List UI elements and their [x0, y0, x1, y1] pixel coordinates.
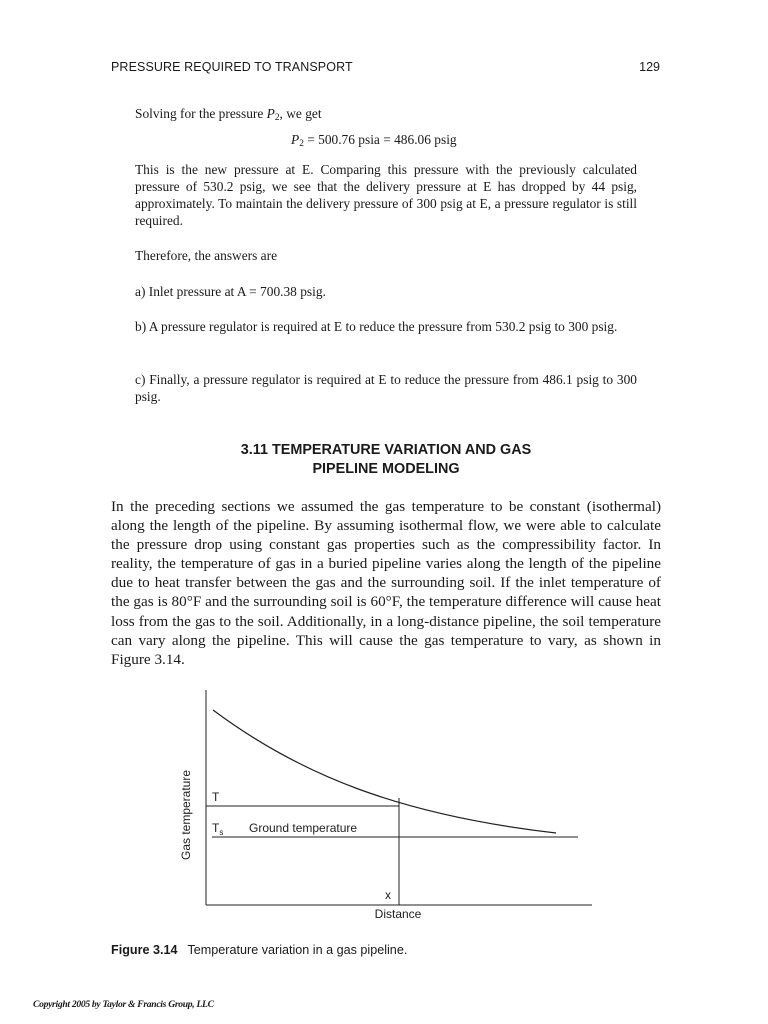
solve-var: P — [266, 106, 275, 121]
body-paragraph: In the preceding sections we assumed the gas temperature to be constant (isothermal) along the length of the pipeline. By assuming isothermal flow, we were able to calculate the pressure drop using constant gas properties such as the compressibility factor. In reality, the temperature of gas in a buried pipeline varies along the length of the pipeline due to heat transfer between the gas and the surrounding soil. If the inlet temperature of the gas is 80°F and the surrounding soil is 60°F, the temperature difference will cause heat loss from the gas to the soil. Additionally, in a long-distance pipeline, the soil temperature can vary along the pipeline. This will cause the gas temperature to vary, as shown in Figure 3.14. — [111, 498, 661, 668]
ts-label-sub: s — [219, 828, 224, 837]
answer-a: a) Inlet pressure at A = 700.38 psig. — [135, 284, 326, 299]
new-pressure-paragraph: This is the new pressure at E. Comparing this pressure with the previously calculated pressure of 530.2 psig, we see that the delivery pressure at E has dropped by 44 psig, approximately. To maintain the delivery pressure of 300 psig at E, a pressure regulator is still required. — [135, 162, 637, 228]
x-axis-label: Distance — [374, 907, 422, 921]
ts-label-main: T — [212, 821, 220, 835]
y-axis-label: Gas temperature — [179, 769, 193, 861]
solve-intro-prefix: Solving for the pressure — [135, 106, 267, 121]
copyright-notice: Copyright 2005 by Taylor & Francis Group, LLC — [33, 999, 214, 1010]
running-head: PRESSURE REQUIRED TO TRANSPORT — [111, 60, 353, 74]
ground-temperature-label: Ground temperature — [249, 821, 358, 835]
caption-text: Temperature variation in a gas pipeline. — [187, 943, 408, 957]
answer-c: c) Finally, a pressure regulator is required at E to reduce the pressure from 486.1 psig to 300 psig. — [135, 372, 637, 404]
gas-temperature-curve — [213, 710, 556, 833]
solve-sub: 2 — [274, 113, 280, 123]
figure-caption — [111, 943, 407, 957]
ts-label — [212, 821, 223, 837]
x-marker-label: x — [385, 888, 391, 902]
page-number: 129 — [639, 60, 660, 74]
eq-rest: = 500.76 psia = 486.06 psig — [303, 132, 457, 147]
solve-intro-suffix: , we get — [279, 106, 322, 121]
answer-b: b) A pressure regulator is required at E to reduce the pressure from 530.2 psig to 300 psig. — [135, 319, 618, 334]
therefore-line: Therefore, the answers are — [135, 248, 278, 263]
eq-sub: 2 — [299, 139, 304, 149]
section-heading-line1: 3.11 TEMPERATURE VARIATION AND GAS — [240, 442, 532, 458]
section-heading-line2: PIPELINE MODELING — [312, 461, 460, 477]
t-label: T — [212, 790, 220, 804]
eq-var: P — [291, 132, 300, 147]
caption-label: Figure 3.14 — [111, 943, 178, 957]
